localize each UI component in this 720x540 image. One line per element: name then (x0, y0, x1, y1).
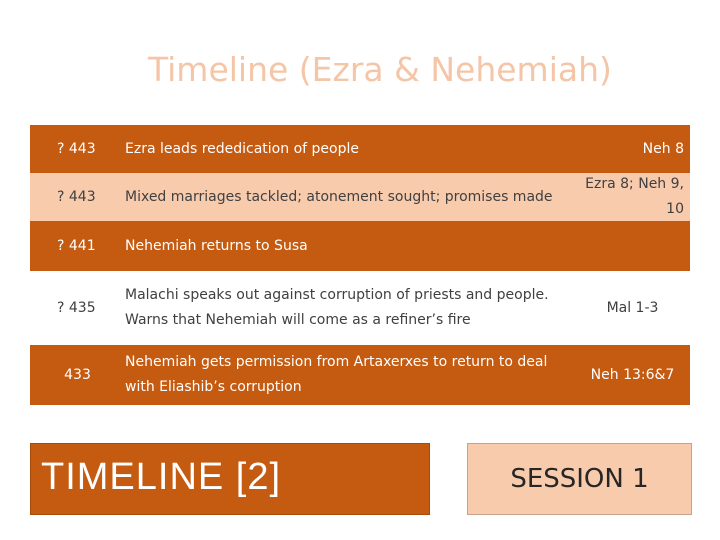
table-row (30, 173, 690, 221)
row-event: Malachi speaks out against corruption of priests and people. Warns that Nehemiah will come as a refiner’s fire (125, 287, 549, 328)
row-reference: Mal 1-3 (606, 299, 659, 316)
row-reference: Neh 13:6&7 (590, 366, 675, 383)
row-date: ? 443 (57, 141, 96, 157)
row-event: Nehemiah gets permission from Artaxerxes to return to deal with Eliashib’s corruption (125, 354, 548, 395)
session-label-box (467, 443, 692, 515)
session-label: SESSION 1 (510, 464, 649, 494)
table-row (30, 125, 690, 173)
table-row (30, 345, 690, 405)
page-title: Timeline (Ezra & Nehemiah) (148, 50, 612, 89)
table-row (30, 271, 690, 345)
row-event: Mixed marriages tackled; atonement sought; promises made (125, 188, 553, 205)
row-event: Ezra leads rededication of people (125, 140, 359, 157)
row-reference: Ezra 8; Neh 9, 10 (585, 176, 684, 217)
timeline-label-box (30, 443, 430, 515)
table-row (30, 221, 690, 271)
row-date: ? 435 (57, 300, 96, 316)
row-reference: Neh 8 (642, 140, 684, 157)
row-date: 433 (64, 367, 91, 383)
row-date: ? 441 (57, 238, 96, 254)
row-date: ? 443 (57, 189, 96, 205)
timeline-label: TIMELINE [2] (41, 456, 282, 498)
row-event: Nehemiah returns to Susa (125, 237, 308, 254)
